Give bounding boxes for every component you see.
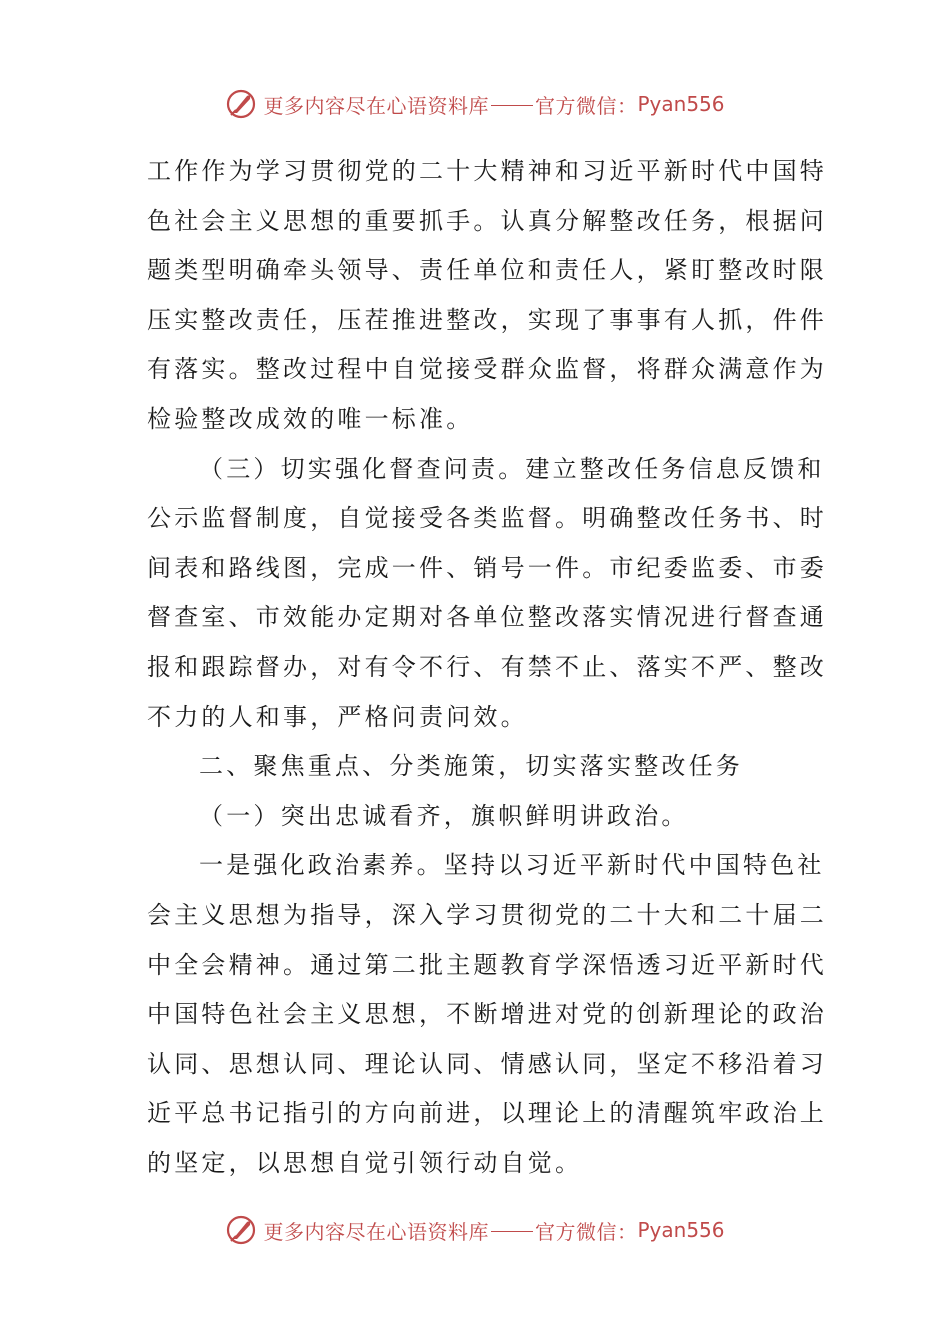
text-line: 间表和路线图，完成一件、销号一件。市纪委监委、市委 bbox=[147, 553, 827, 582]
text-line: 认同、思想认同、理论认同、情感认同，坚定不移沿着习 bbox=[147, 1049, 827, 1078]
footer-watermark bbox=[0, 1210, 950, 1250]
header-watermark bbox=[0, 84, 950, 124]
watermark-site-text: 更多内容尽在心语资料库 bbox=[263, 1219, 489, 1244]
quill-logo-icon bbox=[225, 88, 257, 120]
chapter-heading: 二、聚焦重点、分类施策，切实落实整改任务 bbox=[199, 752, 743, 781]
text-line: 不力的人和事，严格问责问效。 bbox=[147, 702, 528, 731]
section-heading: （三）切实强化督查问责。建立整改任务信息反馈和 bbox=[199, 454, 825, 483]
quill-logo-icon bbox=[225, 1214, 257, 1246]
text-line: 报和跟踪督办，对有令不行、有禁不止、落实不严、整改 bbox=[147, 652, 827, 681]
text-line: 题类型明确牵头领导、责任单位和责任人，紧盯整改时限 bbox=[147, 256, 827, 285]
text-line: 中全会精神。通过第二批主题教育学深悟透习近平新时代 bbox=[147, 950, 827, 979]
text-line: 会主义思想为指导，深入学习贯彻党的二十大和二十届二 bbox=[147, 900, 827, 929]
text-line: 压实整改责任，压茬推进整改，实现了事事有人抓，件件 bbox=[147, 305, 827, 334]
text-line: 公示监督制度，自觉接受各类监督。明确整改任务书、时 bbox=[147, 504, 827, 533]
document-body bbox=[147, 147, 827, 1188]
text-line: 有落实。整改过程中自觉接受群众监督，将群众满意作为 bbox=[147, 355, 827, 384]
watermark-dash bbox=[491, 105, 533, 106]
watermark-wechat-id: Pyan556 bbox=[637, 92, 725, 116]
watermark-wechat-label: 官方微信： bbox=[534, 1219, 638, 1244]
text-line: 中国特色社会主义思想，不断增进对党的创新理论的政治 bbox=[147, 1000, 827, 1029]
text-line: 的坚定，以思想自觉引领行动自觉。 bbox=[147, 1148, 583, 1177]
text-line: 色社会主义思想的重要抓手。认真分解整改任务，根据问 bbox=[147, 206, 827, 235]
text-line: 近平总书记指引的方向前进，以理论上的清醒筑牢政治上 bbox=[147, 1099, 827, 1128]
watermark-wechat-label: 官方微信： bbox=[534, 93, 638, 118]
section-heading: （一）突出忠诚看齐，旗帜鲜明讲政治。 bbox=[199, 801, 689, 830]
text-line: 一是强化政治素养。坚持以习近平新时代中国特色社 bbox=[199, 851, 825, 880]
watermark-site-text: 更多内容尽在心语资料库 bbox=[263, 93, 489, 118]
watermark-dash bbox=[491, 1231, 533, 1232]
text-line: 工作作为学习贯彻党的二十大精神和习近平新时代中国特 bbox=[147, 157, 827, 185]
watermark-wechat-id: Pyan556 bbox=[637, 1218, 725, 1242]
text-line: 检验整改成效的唯一标准。 bbox=[147, 404, 474, 433]
text-line: 督查室、市效能办定期对各单位整改落实情况进行督查通 bbox=[147, 603, 827, 632]
